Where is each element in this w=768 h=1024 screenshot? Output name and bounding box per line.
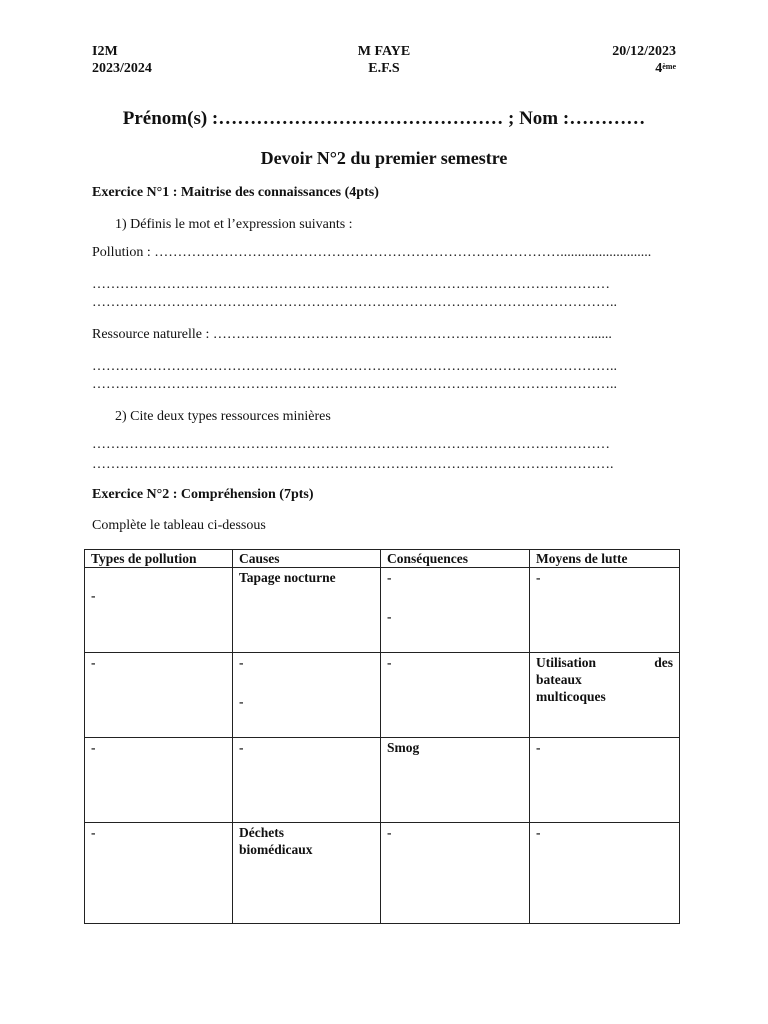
column-header: Causes <box>233 550 381 568</box>
table-header-row <box>85 550 680 568</box>
table-cell[interactable]: Tapage nocturne <box>233 568 381 653</box>
column-header: Moyens de lutte <box>530 550 680 568</box>
answer-line[interactable]: ………………………………………………………………………………………………… <box>92 437 610 452</box>
class-label: I2M <box>92 44 118 59</box>
table-cell[interactable]: - <box>85 738 233 823</box>
exercise1-heading: Exercice N°1 : Maitrise des connaissances (4pts) <box>92 185 379 200</box>
answer-line[interactable]: ………………………………………………………………………………………………….. <box>92 359 617 374</box>
table-cell[interactable]: - - <box>381 568 530 653</box>
exercise2-heading: Exercice N°2 : Compréhension (7pts) <box>92 487 314 502</box>
table-cell[interactable]: - <box>85 568 233 653</box>
answer-line[interactable]: ………………………………………………………………………………………………….. <box>92 377 617 392</box>
ressource-answer-line[interactable]: Ressource naturelle : ………………………………………………………………………...... <box>92 327 612 342</box>
table-cell[interactable]: Smog <box>381 738 530 823</box>
page-title: Devoir N°2 du premier semestre <box>260 148 508 168</box>
column-header: Conséquences <box>381 550 530 568</box>
school-year: 2023/2024 <box>92 61 152 76</box>
table-cell[interactable]: - <box>530 738 680 823</box>
table-cell[interactable]: - <box>85 653 233 738</box>
pollution-answer-line[interactable]: Pollution : …………………………………………………………………………….......................... <box>92 245 652 260</box>
answer-line[interactable]: …………………………………………………………………………………………………. <box>92 457 614 472</box>
header-right <box>612 43 676 77</box>
pollution-table <box>84 549 680 924</box>
table-cell[interactable]: Utilisation des bateaux multicoques <box>530 653 680 738</box>
teacher-name: M FAYE <box>357 44 411 59</box>
table-row <box>85 568 680 653</box>
answer-line[interactable]: ………………………………………………………………………………………………….. <box>92 295 617 310</box>
table-cell[interactable]: - <box>530 568 680 653</box>
exercise2-instruction: Complète le tableau ci-dessous <box>92 518 266 533</box>
subject-label: E.F.S <box>368 61 400 76</box>
table-cell[interactable]: - <box>381 653 530 738</box>
table-cell[interactable]: - <box>233 738 381 823</box>
answer-line[interactable]: ………………………………………………………………………………………………… <box>92 277 610 292</box>
exercise1-question1: 1) Définis le mot et l’expression suivants : <box>115 217 353 232</box>
table-cell[interactable]: - - <box>233 653 381 738</box>
table-row <box>85 823 680 924</box>
table-cell[interactable]: Déchets biomédicaux <box>233 823 381 924</box>
table-row <box>85 738 680 823</box>
column-header: Types de pollution <box>85 550 233 568</box>
name-field-line[interactable]: Prénom(s) :……………………………………… ; Nom :………… <box>122 108 646 129</box>
grade-level: 4ème <box>655 61 676 76</box>
table-row <box>85 653 680 738</box>
exam-date: 20/12/2023 <box>612 44 676 59</box>
table-cell[interactable]: - <box>85 823 233 924</box>
table-cell[interactable]: - <box>530 823 680 924</box>
table-cell[interactable]: - <box>381 823 530 924</box>
grade-level-sup: ème <box>662 62 676 71</box>
exercise1-question2: 2) Cite deux types ressources minières <box>115 409 331 424</box>
